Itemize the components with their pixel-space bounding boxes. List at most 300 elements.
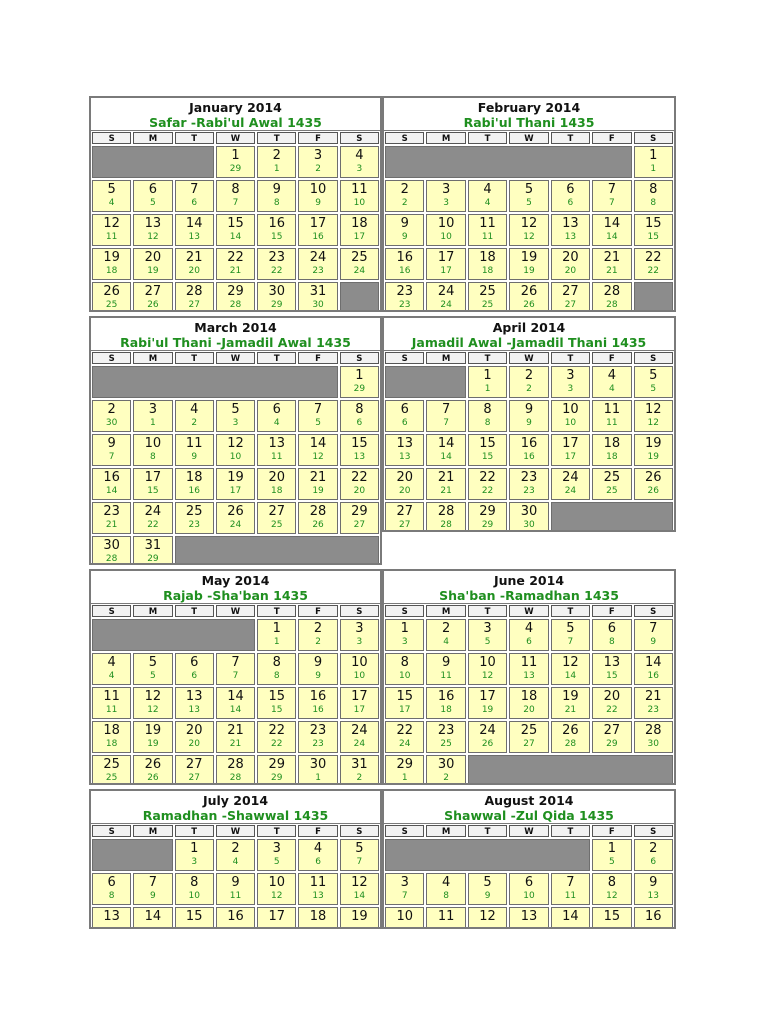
gregorian-day-number: 3: [355, 621, 364, 636]
day-cell[interactable]: [133, 873, 172, 905]
day-cell[interactable]: [426, 180, 465, 212]
day-cell[interactable]: [257, 502, 296, 534]
day-cell[interactable]: [298, 282, 337, 312]
day-cell[interactable]: [385, 214, 424, 246]
day-cell[interactable]: [133, 907, 172, 929]
month-title: March 2014: [194, 320, 277, 335]
day-cell[interactable]: [298, 619, 337, 651]
gregorian-day-number: 10: [396, 909, 413, 924]
gregorian-day-number: 9: [524, 402, 534, 417]
day-cell[interactable]: [133, 755, 172, 785]
day-cell[interactable]: [298, 146, 337, 178]
day-cell[interactable]: [551, 180, 590, 212]
weekday-label: M: [133, 352, 172, 364]
gregorian-day-number: 3: [313, 148, 323, 163]
day-cell[interactable]: [92, 755, 131, 785]
day-cell[interactable]: [551, 400, 590, 432]
day-cell[interactable]: [509, 687, 548, 719]
day-cell[interactable]: [592, 721, 631, 753]
day-cell[interactable]: [257, 653, 296, 685]
day-cell[interactable]: [385, 619, 424, 651]
day-cell[interactable]: [175, 653, 214, 685]
day-cell[interactable]: [385, 468, 424, 500]
day-cell[interactable]: [592, 180, 631, 212]
day-cell[interactable]: [92, 687, 131, 719]
day-cell[interactable]: [426, 755, 465, 785]
day-cell[interactable]: [509, 653, 548, 685]
day-cell[interactable]: [257, 400, 296, 432]
day-cell[interactable]: [592, 468, 631, 500]
day-cell[interactable]: [385, 873, 424, 905]
day-cell[interactable]: [340, 434, 379, 466]
day-cell[interactable]: [175, 248, 214, 280]
weekday-label: F: [592, 605, 631, 617]
gregorian-day-number: 8: [483, 402, 492, 417]
gregorian-day-number: 12: [144, 689, 162, 704]
day-cell[interactable]: [468, 721, 507, 753]
day-cell[interactable]: [385, 282, 424, 312]
day-cell[interactable]: [257, 755, 296, 785]
day-cell[interactable]: [634, 839, 673, 871]
day-cell[interactable]: [634, 873, 673, 905]
gregorian-day-number: 15: [227, 216, 244, 231]
gregorian-day-number: 4: [524, 621, 534, 636]
gregorian-day-number: 19: [144, 723, 162, 738]
day-cell[interactable]: [298, 248, 337, 280]
day-cell[interactable]: [592, 653, 631, 685]
day-cell[interactable]: [551, 721, 590, 753]
day-cell[interactable]: [298, 839, 337, 871]
day-cell[interactable]: [551, 468, 590, 500]
hijri-day-number: 10: [398, 671, 411, 681]
day-cell[interactable]: [340, 653, 379, 685]
day-cell[interactable]: [592, 619, 631, 651]
day-cell[interactable]: [634, 687, 673, 719]
empty-day-block: [634, 282, 673, 312]
day-cell[interactable]: [426, 907, 465, 929]
day-cell[interactable]: [385, 687, 424, 719]
day-cell[interactable]: [340, 502, 379, 534]
day-cell[interactable]: [634, 721, 673, 753]
day-cell[interactable]: [509, 282, 548, 312]
day-cell[interactable]: [426, 502, 465, 532]
day-cell[interactable]: [298, 468, 337, 500]
day-cell[interactable]: [216, 755, 255, 785]
gregorian-day-number: 14: [645, 655, 662, 670]
day-cell[interactable]: [551, 907, 590, 929]
day-cell[interactable]: [216, 873, 255, 905]
day-cell[interactable]: [133, 248, 172, 280]
day-cell[interactable]: [175, 687, 214, 719]
day-cell[interactable]: [426, 687, 465, 719]
gregorian-day-number: 14: [437, 436, 455, 451]
weekday-label: W: [509, 825, 548, 837]
day-cell[interactable]: [385, 502, 424, 532]
weekday-label: S: [340, 132, 379, 144]
day-cell[interactable]: [509, 721, 548, 753]
gregorian-day-number: 13: [268, 436, 286, 451]
weekday-label: T: [468, 825, 507, 837]
day-cell[interactable]: [133, 434, 172, 466]
day-cell[interactable]: [509, 619, 548, 651]
weekday-label: T: [257, 132, 296, 144]
day-cell[interactable]: [634, 400, 673, 432]
day-cell[interactable]: [257, 687, 296, 719]
gregorian-day-number: 17: [268, 909, 286, 924]
gregorian-day-number: 15: [185, 909, 203, 924]
day-cell[interactable]: [551, 366, 590, 398]
hijri-day-number: 21: [229, 739, 242, 749]
day-cell[interactable]: [468, 502, 507, 532]
day-cell[interactable]: [509, 907, 548, 929]
day-cell[interactable]: [92, 248, 131, 280]
day-cell[interactable]: [340, 755, 379, 785]
gregorian-day-number: 19: [520, 250, 538, 265]
day-cell[interactable]: [551, 248, 590, 280]
day-cell[interactable]: [592, 282, 631, 312]
day-cell[interactable]: [257, 839, 296, 871]
day-cell[interactable]: [385, 653, 424, 685]
hijri-day-number: 1: [650, 164, 657, 174]
day-cell[interactable]: [257, 721, 296, 753]
day-cell[interactable]: [216, 907, 255, 929]
day-cell[interactable]: [216, 653, 255, 685]
day-cell[interactable]: [92, 468, 131, 500]
weekday-label: S: [92, 605, 131, 617]
day-cell[interactable]: [426, 653, 465, 685]
weekday-label: T: [551, 825, 590, 837]
day-cell[interactable]: [298, 873, 337, 905]
day-cell[interactable]: [426, 721, 465, 753]
day-cell[interactable]: [509, 180, 548, 212]
gregorian-day-number: 26: [227, 504, 244, 519]
day-cell[interactable]: [468, 907, 507, 929]
day-cell[interactable]: [257, 468, 296, 500]
day-cell[interactable]: [92, 180, 131, 212]
weekday-label: S: [92, 132, 131, 144]
day-cell[interactable]: [468, 687, 507, 719]
hijri-day-number: 22: [481, 486, 494, 496]
gregorian-day-number: 23: [309, 723, 327, 738]
day-cell[interactable]: [592, 248, 631, 280]
day-cell[interactable]: [175, 400, 214, 432]
weekday-label: W: [509, 352, 548, 364]
day-cell[interactable]: [175, 721, 214, 753]
gregorian-day-number: 5: [107, 182, 116, 197]
day-cell[interactable]: [133, 721, 172, 753]
gregorian-day-number: 14: [603, 216, 621, 231]
hijri-day-number: 19: [147, 266, 159, 276]
hijri-day-number: 6: [401, 418, 408, 428]
gregorian-day-number: 24: [562, 470, 579, 485]
hijri-day-number: 21: [606, 266, 618, 276]
day-cell[interactable]: [92, 282, 131, 312]
day-cell[interactable]: [340, 907, 379, 929]
day-cell[interactable]: [298, 434, 337, 466]
hijri-day-number: 24: [353, 739, 366, 749]
day-cell[interactable]: [468, 873, 507, 905]
weekday-label: W: [216, 132, 255, 144]
hijri-day-number: 24: [353, 266, 366, 276]
weekday-label: T: [468, 132, 507, 144]
gregorian-day-number: 8: [607, 875, 616, 890]
day-cell[interactable]: [468, 653, 507, 685]
day-cell[interactable]: [257, 873, 296, 905]
gregorian-day-number: 9: [441, 655, 451, 670]
day-cell[interactable]: [340, 839, 379, 871]
hijri-day-number: 2: [191, 418, 198, 428]
day-cell[interactable]: [175, 214, 214, 246]
day-cell[interactable]: [551, 434, 590, 466]
day-cell[interactable]: [298, 400, 337, 432]
day-cell[interactable]: [257, 180, 296, 212]
day-cell[interactable]: [385, 434, 424, 466]
day-cell[interactable]: [634, 248, 673, 280]
hijri-month-title: Shawwal -Zul Qida 1435: [444, 808, 614, 823]
day-cell[interactable]: [468, 282, 507, 312]
day-cell[interactable]: [468, 248, 507, 280]
day-cell[interactable]: [592, 687, 631, 719]
day-cell[interactable]: [634, 907, 673, 929]
day-cell[interactable]: [340, 400, 379, 432]
day-cell[interactable]: [426, 619, 465, 651]
day-cell[interactable]: [509, 214, 548, 246]
day-cell[interactable]: [298, 907, 337, 929]
day-cell[interactable]: [92, 873, 131, 905]
day-cell[interactable]: [340, 248, 379, 280]
hijri-day-number: 4: [273, 418, 280, 428]
day-cell[interactable]: [592, 214, 631, 246]
day-cell[interactable]: [385, 248, 424, 280]
month-calendar: [382, 316, 676, 532]
month-calendar: [89, 569, 382, 785]
day-cell[interactable]: [426, 434, 465, 466]
day-cell[interactable]: [216, 146, 255, 178]
weekday-label: W: [216, 825, 255, 837]
day-cell[interactable]: [592, 434, 631, 466]
day-cell[interactable]: [298, 755, 337, 785]
day-cell[interactable]: [551, 873, 590, 905]
day-cell[interactable]: [216, 434, 255, 466]
day-cell[interactable]: [298, 721, 337, 753]
day-cell[interactable]: [551, 687, 590, 719]
day-cell[interactable]: [216, 400, 255, 432]
gregorian-day-number: 16: [227, 909, 244, 924]
hijri-day-number: 9: [401, 232, 408, 242]
day-cell[interactable]: [551, 214, 590, 246]
day-cell[interactable]: [340, 366, 379, 398]
day-cell[interactable]: [257, 146, 296, 178]
day-cell[interactable]: [509, 400, 548, 432]
day-cell[interactable]: [340, 873, 379, 905]
hijri-day-number: 16: [647, 671, 659, 681]
day-cell[interactable]: [426, 282, 465, 312]
day-cell[interactable]: [92, 502, 131, 534]
day-cell[interactable]: [340, 721, 379, 753]
day-cell[interactable]: [298, 653, 337, 685]
day-cell[interactable]: [133, 180, 172, 212]
day-cell[interactable]: [298, 502, 337, 534]
day-cell[interactable]: [92, 214, 131, 246]
day-cell[interactable]: [509, 873, 548, 905]
day-cell[interactable]: [133, 653, 172, 685]
hijri-day-number: 12: [147, 232, 159, 242]
day-cell[interactable]: [175, 282, 214, 312]
hijri-day-number: 9: [484, 891, 491, 901]
day-cell[interactable]: [298, 180, 337, 212]
gregorian-day-number: 3: [272, 841, 281, 856]
gregorian-day-number: 26: [645, 470, 662, 485]
gregorian-day-number: 9: [272, 182, 281, 197]
month-title: April 2014: [492, 320, 566, 335]
day-cell[interactable]: [509, 434, 548, 466]
day-cell[interactable]: [216, 721, 255, 753]
hijri-day-number: 2: [401, 198, 408, 208]
day-cell[interactable]: [92, 653, 131, 685]
day-cell[interactable]: [634, 180, 673, 212]
day-cell[interactable]: [634, 434, 673, 466]
day-cell[interactable]: [385, 907, 424, 929]
day-cell[interactable]: [551, 282, 590, 312]
day-cell[interactable]: [426, 468, 465, 500]
hijri-day-number: 11: [440, 671, 452, 681]
day-cell[interactable]: [175, 873, 214, 905]
day-cell[interactable]: [216, 687, 255, 719]
hijri-day-number: 7: [608, 198, 615, 208]
day-cell[interactable]: [340, 214, 379, 246]
gregorian-day-number: 4: [313, 841, 323, 856]
day-cell[interactable]: [340, 468, 379, 500]
day-cell[interactable]: [340, 180, 379, 212]
day-cell[interactable]: [133, 400, 172, 432]
day-cell[interactable]: [592, 873, 631, 905]
hijri-day-number: 23: [312, 739, 324, 749]
hijri-day-number: 17: [564, 452, 577, 462]
day-cell[interactable]: [133, 214, 172, 246]
gregorian-day-number: 7: [607, 182, 616, 197]
day-cell[interactable]: [257, 214, 296, 246]
gregorian-day-number: 7: [148, 875, 158, 890]
day-cell[interactable]: [592, 400, 631, 432]
day-cell[interactable]: [340, 619, 379, 651]
day-cell[interactable]: [634, 214, 673, 246]
day-cell[interactable]: [92, 721, 131, 753]
day-cell[interactable]: [634, 146, 673, 178]
day-cell[interactable]: [175, 755, 214, 785]
day-cell[interactable]: [257, 282, 296, 312]
day-cell[interactable]: [426, 214, 465, 246]
gregorian-day-number: 20: [603, 689, 621, 704]
day-cell[interactable]: [426, 400, 465, 432]
day-cell[interactable]: [592, 839, 631, 871]
hijri-day-number: 10: [523, 891, 535, 901]
day-cell[interactable]: [216, 180, 255, 212]
day-cell[interactable]: [592, 366, 631, 398]
day-cell[interactable]: [92, 434, 131, 466]
day-cell[interactable]: [216, 839, 255, 871]
day-cell[interactable]: [216, 282, 255, 312]
hijri-day-number: 3: [356, 164, 363, 174]
day-cell[interactable]: [468, 180, 507, 212]
day-cell[interactable]: [257, 248, 296, 280]
hijri-day-number: 3: [443, 198, 449, 208]
day-cell[interactable]: [509, 248, 548, 280]
day-cell[interactable]: [216, 248, 255, 280]
gregorian-day-number: 6: [272, 402, 281, 417]
hijri-month-title: Safar -Rabi'ul Awal 1435: [149, 115, 322, 130]
day-cell[interactable]: [133, 687, 172, 719]
day-cell[interactable]: [385, 721, 424, 753]
day-cell[interactable]: [175, 502, 214, 534]
day-cell[interactable]: [340, 146, 379, 178]
day-cell[interactable]: [468, 434, 507, 466]
gregorian-day-number: 28: [185, 284, 203, 299]
hijri-day-number: 26: [647, 486, 659, 496]
day-cell[interactable]: [133, 282, 172, 312]
day-cell[interactable]: [468, 400, 507, 432]
gregorian-day-number: 22: [645, 250, 662, 265]
day-cell[interactable]: [257, 434, 296, 466]
day-cell[interactable]: [634, 619, 673, 651]
day-cell[interactable]: [551, 619, 590, 651]
day-cell[interactable]: [634, 468, 673, 500]
day-cell[interactable]: [133, 502, 172, 534]
day-cell[interactable]: [175, 180, 214, 212]
gregorian-day-number: 19: [103, 250, 120, 265]
day-cell[interactable]: [385, 400, 424, 432]
day-cell[interactable]: [298, 214, 337, 246]
day-cell[interactable]: [133, 536, 172, 565]
day-cell[interactable]: [216, 468, 255, 500]
day-cell[interactable]: [340, 687, 379, 719]
day-cell[interactable]: [551, 653, 590, 685]
day-cell[interactable]: [385, 755, 424, 785]
day-cell[interactable]: [175, 434, 214, 466]
day-cell[interactable]: [92, 536, 131, 565]
day-cell[interactable]: [175, 468, 214, 500]
day-cell[interactable]: [175, 907, 214, 929]
gregorian-day-number: 31: [351, 757, 368, 772]
hijri-day-number: 16: [312, 232, 324, 242]
day-cell[interactable]: [216, 502, 255, 534]
day-cell[interactable]: [592, 907, 631, 929]
day-cell[interactable]: [257, 907, 296, 929]
gregorian-day-number: 7: [190, 182, 199, 197]
day-cell[interactable]: [634, 366, 673, 398]
day-cell[interactable]: [175, 839, 214, 871]
day-cell[interactable]: [92, 907, 131, 929]
day-cell[interactable]: [92, 400, 131, 432]
day-cell[interactable]: [257, 619, 296, 651]
day-cell[interactable]: [468, 619, 507, 651]
day-cell[interactable]: [426, 248, 465, 280]
day-cell[interactable]: [133, 468, 172, 500]
day-cell[interactable]: [509, 502, 548, 532]
day-cell[interactable]: [634, 653, 673, 685]
day-cell[interactable]: [216, 214, 255, 246]
day-cell[interactable]: [385, 180, 424, 212]
gregorian-day-number: 2: [400, 182, 409, 197]
day-cell[interactable]: [298, 687, 337, 719]
day-cell[interactable]: [468, 366, 507, 398]
day-cell[interactable]: [426, 873, 465, 905]
hijri-day-number: 18: [481, 266, 494, 276]
day-cell[interactable]: [468, 468, 507, 500]
day-cell[interactable]: [509, 366, 548, 398]
gregorian-day-number: 7: [441, 402, 451, 417]
day-cell[interactable]: [509, 468, 548, 500]
day-cell[interactable]: [468, 214, 507, 246]
